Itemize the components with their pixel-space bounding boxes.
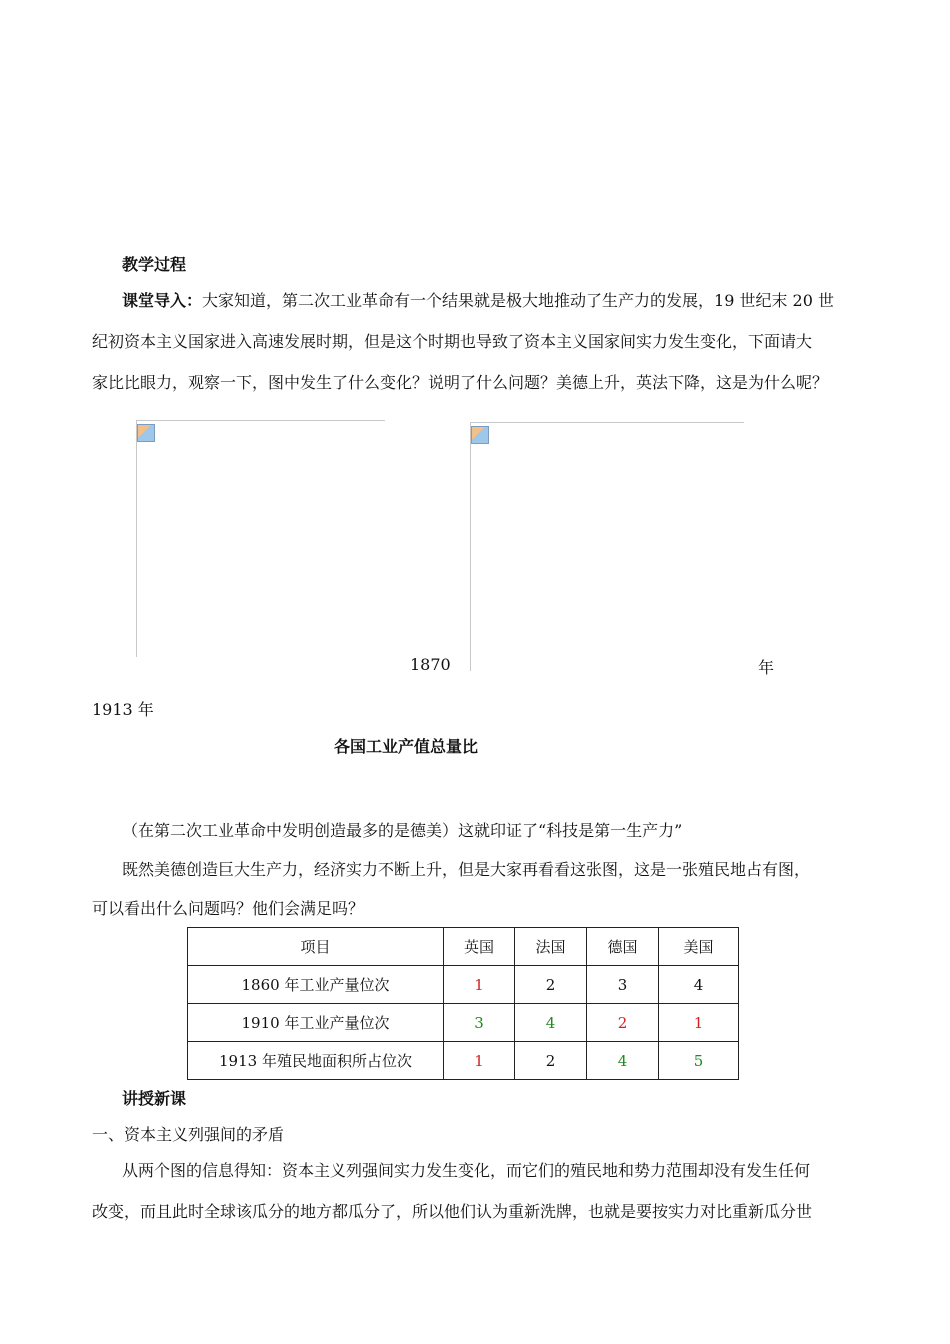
row-label: 1913 年殖民地面积所占位次 (188, 1042, 444, 1080)
new-lesson-heading: 讲授新课 (122, 1089, 187, 1108)
table-cell: 2 (515, 966, 587, 1004)
row-label: 1860 年工业产量位次 (188, 966, 444, 1004)
intro-line-1 (122, 288, 892, 311)
section-title: 教学过程 (122, 255, 187, 274)
comparison-table (187, 927, 739, 1080)
table-row (188, 966, 739, 1004)
para-1: （在第二次工业革命中发明创造最多的是德美）这就印证了“科技是第一生产力” (122, 821, 683, 840)
para-2-line-1: 既然美德创造巨大生产力，经济实力不断上升，但是大家再看看这张图，这是一张殖民地占有图， (122, 860, 811, 879)
table-header-cell: 德国 (587, 928, 659, 966)
table-row (188, 1004, 739, 1042)
table-cell: 3 (587, 966, 659, 1004)
table-cell: 1 (444, 966, 515, 1004)
intro-line-3: 家比比眼力，观察一下，图中发生了什么变化？说明了什么问题？美德上升，英法下降，这是为什么呢？ (92, 373, 829, 392)
broken-image-icon (471, 426, 489, 444)
table-header-cell: 英国 (444, 928, 515, 966)
intro-label: 课堂导入： (122, 291, 203, 310)
table-cell: 1 (659, 1004, 739, 1042)
para-3-line-1: 从两个图的信息得知：资本主义列强间实力发生变化，而它们的殖民地和势力范围却没有发生任何 (122, 1161, 811, 1180)
table-cell: 4 (515, 1004, 587, 1042)
intro-line-2: 纪初资本主义国家进入高速发展时期，但是这个时期也导致了资本主义国家间实力发生变化，下面请大 (92, 332, 813, 351)
para-3-line-2: 改变，而且此时全球该瓜分的地方都瓜分了，所以他们认为重新洗牌，也就是要按实力对比重新瓜分世 (92, 1202, 813, 1221)
table-header-cell: 项目 (188, 928, 444, 966)
year-1913-label: 1913 年 (92, 700, 154, 719)
figure-1870-image (136, 420, 385, 657)
broken-image-icon (137, 424, 155, 442)
figure-caption: 各国工业产值总量比 (334, 737, 479, 756)
table-cell: 4 (587, 1042, 659, 1080)
table-cell: 1 (444, 1042, 515, 1080)
table-cell: 4 (659, 966, 739, 1004)
row-label: 1910 年工业产量位次 (188, 1004, 444, 1042)
year-1870-label: 1870 (410, 655, 451, 674)
intro-text-1: 大家知道，第二次工业革命有一个结果就是极大地推动了生产力的发展，19 世纪末 20 世 (202, 291, 834, 310)
table-cell: 5 (659, 1042, 739, 1080)
figure-1913-image (470, 422, 744, 671)
table-cell: 2 (515, 1042, 587, 1080)
table-cell: 3 (444, 1004, 515, 1042)
para-2-line-2: 可以看出什么问题吗？他们会满足吗？ (92, 899, 365, 918)
year-suffix-label: 年 (758, 658, 775, 677)
table-cell: 2 (587, 1004, 659, 1042)
table-header-cell: 美国 (659, 928, 739, 966)
table-row (188, 1042, 739, 1080)
table-header-row (188, 928, 739, 966)
heading-1: 一、资本主义列强间的矛盾 (92, 1125, 285, 1144)
table-header-cell: 法国 (515, 928, 587, 966)
